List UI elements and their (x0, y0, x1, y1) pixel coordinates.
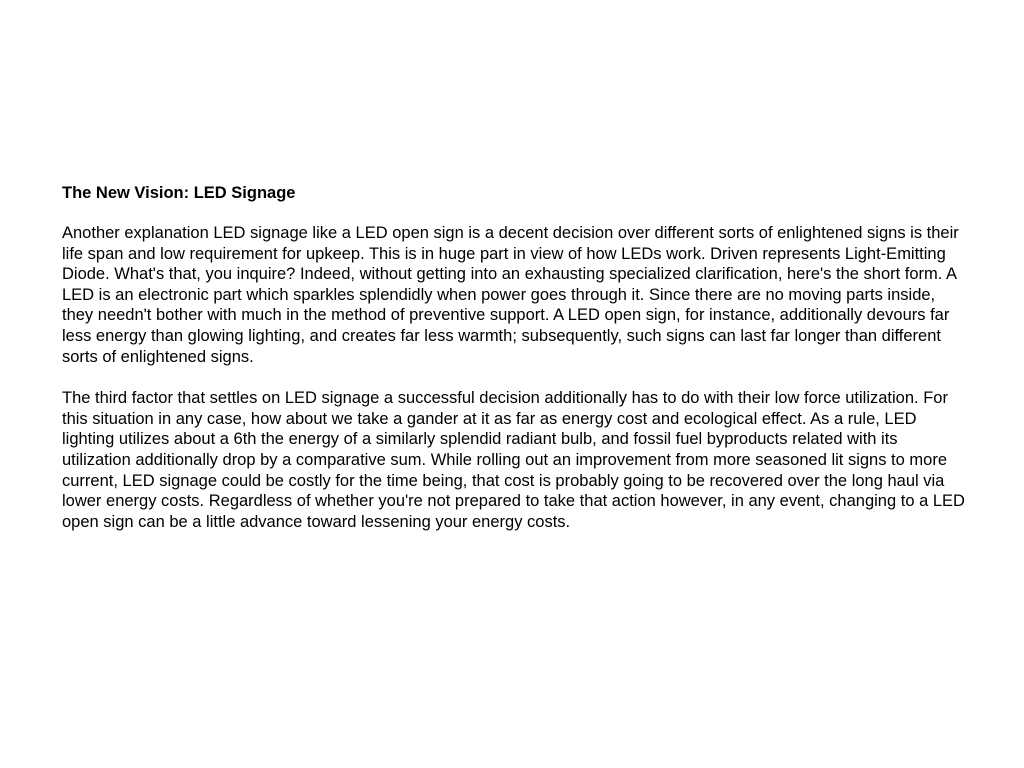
paragraph-2: The third factor that settles on LED signage a successful decision additionally has to do with their low force utilization. For this situation in any case, how about we take a gander at it as far as energy cost and ecological effect. As a rule, LED lighting utilizes about a 6th the energy of a similarly splendid radiant bulb, and fossil fuel byproducts related with its utilization additionally drop by a comparative sum. While rolling out an improvement from more seasoned lit signs to more current, LED signage could be costly for the time being, that cost is probably going to be recovered over the long haul via lower energy costs. Regardless of whether you're not prepared to take that action however, in any event, changing to a LED open sign can be a little advance toward lessening your energy costs. (62, 389, 965, 531)
page-title: The New Vision: LED Signage (62, 184, 296, 202)
slide-content (62, 181, 967, 553)
paragraph-1: Another explanation LED signage like a LED open sign is a decent decision over different sorts of enlightened signs is their life span and low requirement for upkeep. This is in huge part in view of how LEDs work. Driven represents Light-Emitting Diode. What's that, you inquire? Indeed, without getting into an exhausting specialized clarification, here's the short form. A LED is an electronic part which sparkles splendidly when power goes through it. Since there are no moving parts inside, they needn't bother with much in the method of preventive support. A LED open sign, for instance, additionally devours far less energy than glowing lighting, and creates far less warmth; subsequently, such signs can last far longer than different sorts of enlightened signs. (62, 224, 959, 366)
